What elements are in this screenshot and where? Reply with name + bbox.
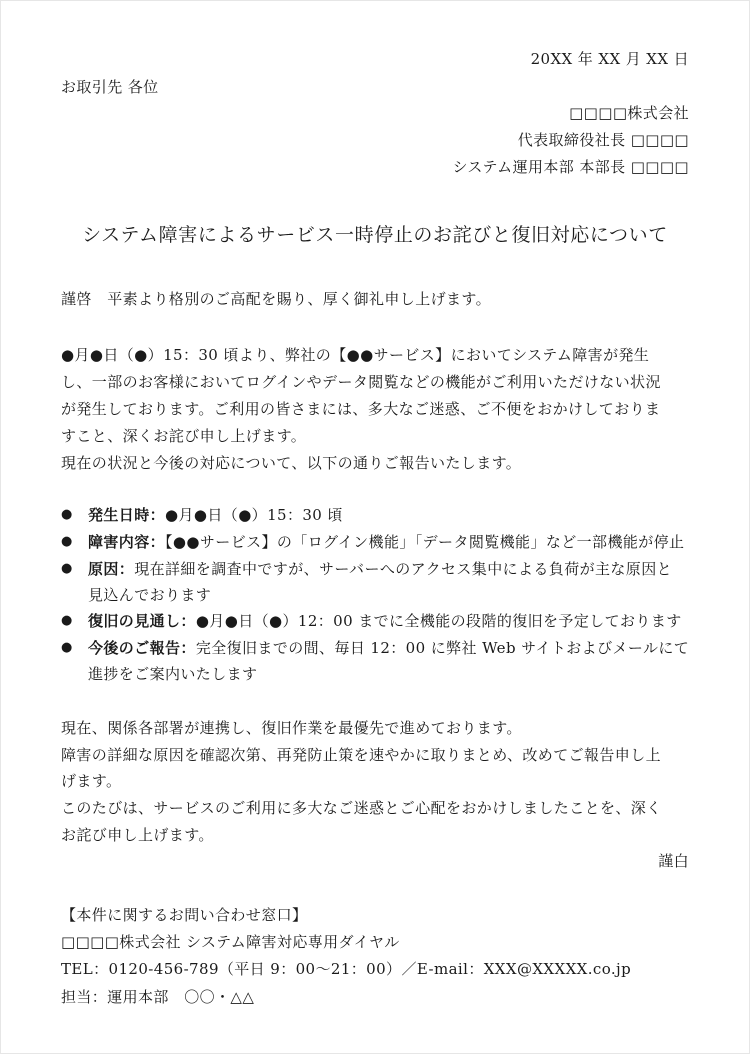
bullet-icon: ● [61,640,73,655]
closing-line: 障害の詳細な原因を確認次第、再発防止策を速やかに取りまとめ、改めてご報告申し上 [61,746,662,764]
bullet-label: 発生日時： [88,506,166,524]
closing-line: げます。 [61,772,122,790]
opening-greeting: 謹啓 平素より格別のご高配を賜り、厚く御礼申し上げます。 [61,290,492,308]
contact-person: 担当：運用本部 〇〇・△△ [61,988,255,1006]
bullet-item-occurrence [61,504,689,526]
closing-line: 現在、関係各部署が連携し、復旧作業を最優先で進めております。 [61,719,522,737]
intro-line: し、一部のお客様においてログインやデータ閲覧などの機能がご利用いただけない状況 [61,373,661,391]
intro-line: が発生しております。ご利用の皆さまには、多大なご迷惑、ご不便をおかけしておりま [61,400,661,418]
bullet-item-recovery [61,610,689,632]
bullet-label: 復旧の見通し： [88,612,196,630]
bullet-text: ●月●日（●）12：00 までに全機能の段階的復旧を予定しております [195,612,682,630]
bullet-continuation: 進捗をご案内いたします [88,665,258,683]
bullet-label: 障害内容： [88,533,166,551]
bullet-icon: ● [61,534,73,549]
bullet-continuation: 見込んでおります [88,586,212,604]
sender-dept-head: システム運用本部 本部長 □□□□ [452,158,689,176]
bullet-icon: ● [61,561,73,576]
closing-line: このたびは、サービスのご利用に多大なご迷惑とご心配をおかけしましたことを、深く [61,799,662,817]
bullet-icon: ● [61,507,73,522]
intro-line: 現在の状況と今後の対応について、以下の通りご報告いたします。 [61,454,522,472]
bullet-text: 完全復旧までの間、毎日 12：00 に弊社 Web サイトおよびメールにて [195,639,690,657]
bullet-text: ●月●日（●）15：30 頃 [165,506,343,524]
recipient: お取引先 各位 [61,78,159,96]
intro-line: すこと、深くお詫び申し上げます。 [61,427,307,445]
bullet-text: 【●●サービス】の「ログイン機能」「データ閲覧機能」など一部機能が停止 [165,533,685,551]
sender-president: 代表取締役社長 □□□□ [517,131,689,149]
bullet-label: 今後のご報告： [88,639,196,657]
intro-line: ●月●日（●）15：30 頃より、弊社の【●●サービス】においてシステム障害が発生 [61,346,650,364]
contact-heading: 【本件に関するお問い合わせ窓口】 [61,906,308,924]
bullet-item-cause [61,558,689,580]
closing-line: お詫び申し上げます。 [61,826,214,844]
bullet-item-reporting [61,637,689,659]
closing-word: 謹白 [658,852,689,870]
sender-company: □□□□株式会社 [569,104,689,122]
bullet-item-incident [61,531,689,553]
contact-company: □□□□株式会社 システム障害対応専用ダイヤル [61,933,400,951]
bullet-label: 原因： [88,560,135,578]
letter-date: 20XX 年 XX 月 XX 日 [530,50,689,68]
bullet-text: 現在詳細を調査中ですが、サーバーへのアクセス集中による負荷が主な原因と [134,560,673,578]
bullet-icon: ● [61,613,73,628]
contact-phone-email: TEL：0120-456-789（平日 9：00〜21：00）／E-mail：XXX@XXXXX.co.jp [61,960,632,978]
letter-title: システム障害によるサービス一時停止のお詫びと復旧対応について [82,224,668,246]
